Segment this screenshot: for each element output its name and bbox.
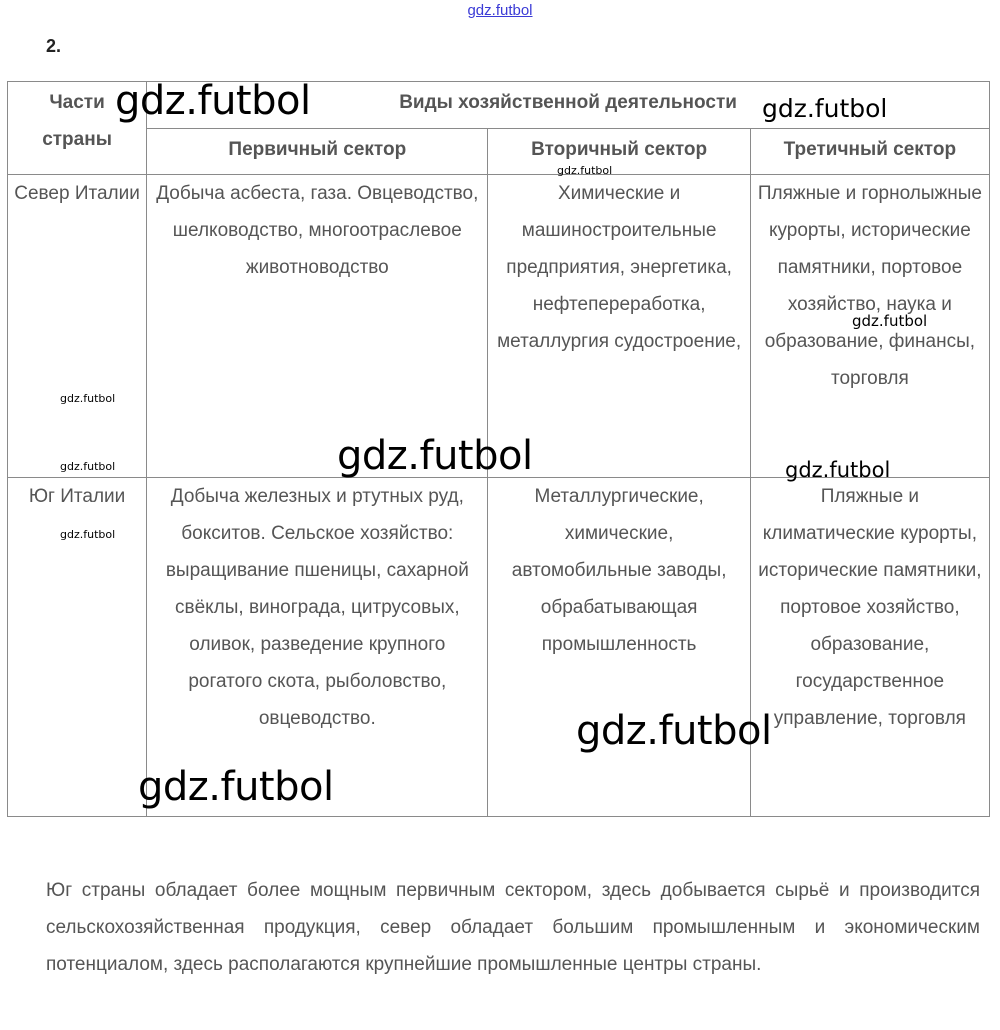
cell-secondary: Химические и машиностроительные предприятия, энергетика, нефтепереработка, металлургия судостроение,: [488, 175, 750, 478]
watermark: gdz.futbol: [60, 460, 116, 473]
watermark: gdz.futbol: [60, 528, 116, 541]
cell-tertiary: Пляжные и климатические курорты, исторические памятники, портовое хозяйство, образование, государственное управление, торговля: [750, 478, 989, 817]
conclusion-paragraph: Юг страны обладает более мощным первичным сектором, здесь добывается сырьё и производится сельскохозяйственная продукция, север обладает большим промышленным и экономическим потенциалом, здесь располагаются крупнейшие промышленные центры страны.: [46, 880, 980, 975]
watermark: gdz.futbol: [557, 164, 613, 177]
watermark: gdz.futbol: [115, 78, 311, 124]
cell-primary: Добыча асбеста, газа. Овцеводство, шелководство, многоотраслевое животноводство: [147, 175, 488, 478]
header-tertiary: Третичный сектор: [750, 129, 989, 175]
watermark: gdz.futbol: [762, 94, 888, 123]
task-number: 2.: [46, 36, 62, 56]
watermark: gdz.futbol: [138, 764, 334, 810]
top-watermark-link[interactable]: gdz.futbol: [467, 2, 533, 19]
cell-tertiary: Пляжные и горнолыжные курорты, исторические памятники, портовое хозяйство, наука и образование, финансы, торговля: [750, 175, 989, 478]
cell-part: Север Италии: [8, 175, 147, 478]
header-parts: Части страны: [8, 82, 147, 175]
watermark: gdz.futbol: [576, 708, 772, 754]
cell-primary: Добыча железных и ртутных руд, бокситов. Сельское хозяйство: выращивание пшеницы, сахарной свёклы, винограда, цитрусовых, оливок, разведение крупного рогатого скота, рыболовство, овцеводство.: [147, 478, 488, 817]
watermark: gdz.futbol: [60, 392, 116, 405]
watermark: gdz.futbol: [785, 458, 891, 482]
header-primary: Первичный сектор: [147, 129, 488, 175]
header-activities: Виды хозяйственной деятельности: [147, 82, 990, 129]
cell-secondary: Металлургические, химические, автомобильные заводы, обрабатывающая промышленность: [488, 478, 750, 817]
header-secondary: Вторичный сектор: [488, 129, 750, 175]
watermark: gdz.futbol: [852, 312, 928, 330]
cell-part: Юг Италии: [8, 478, 147, 817]
watermark: gdz.futbol: [337, 433, 533, 479]
